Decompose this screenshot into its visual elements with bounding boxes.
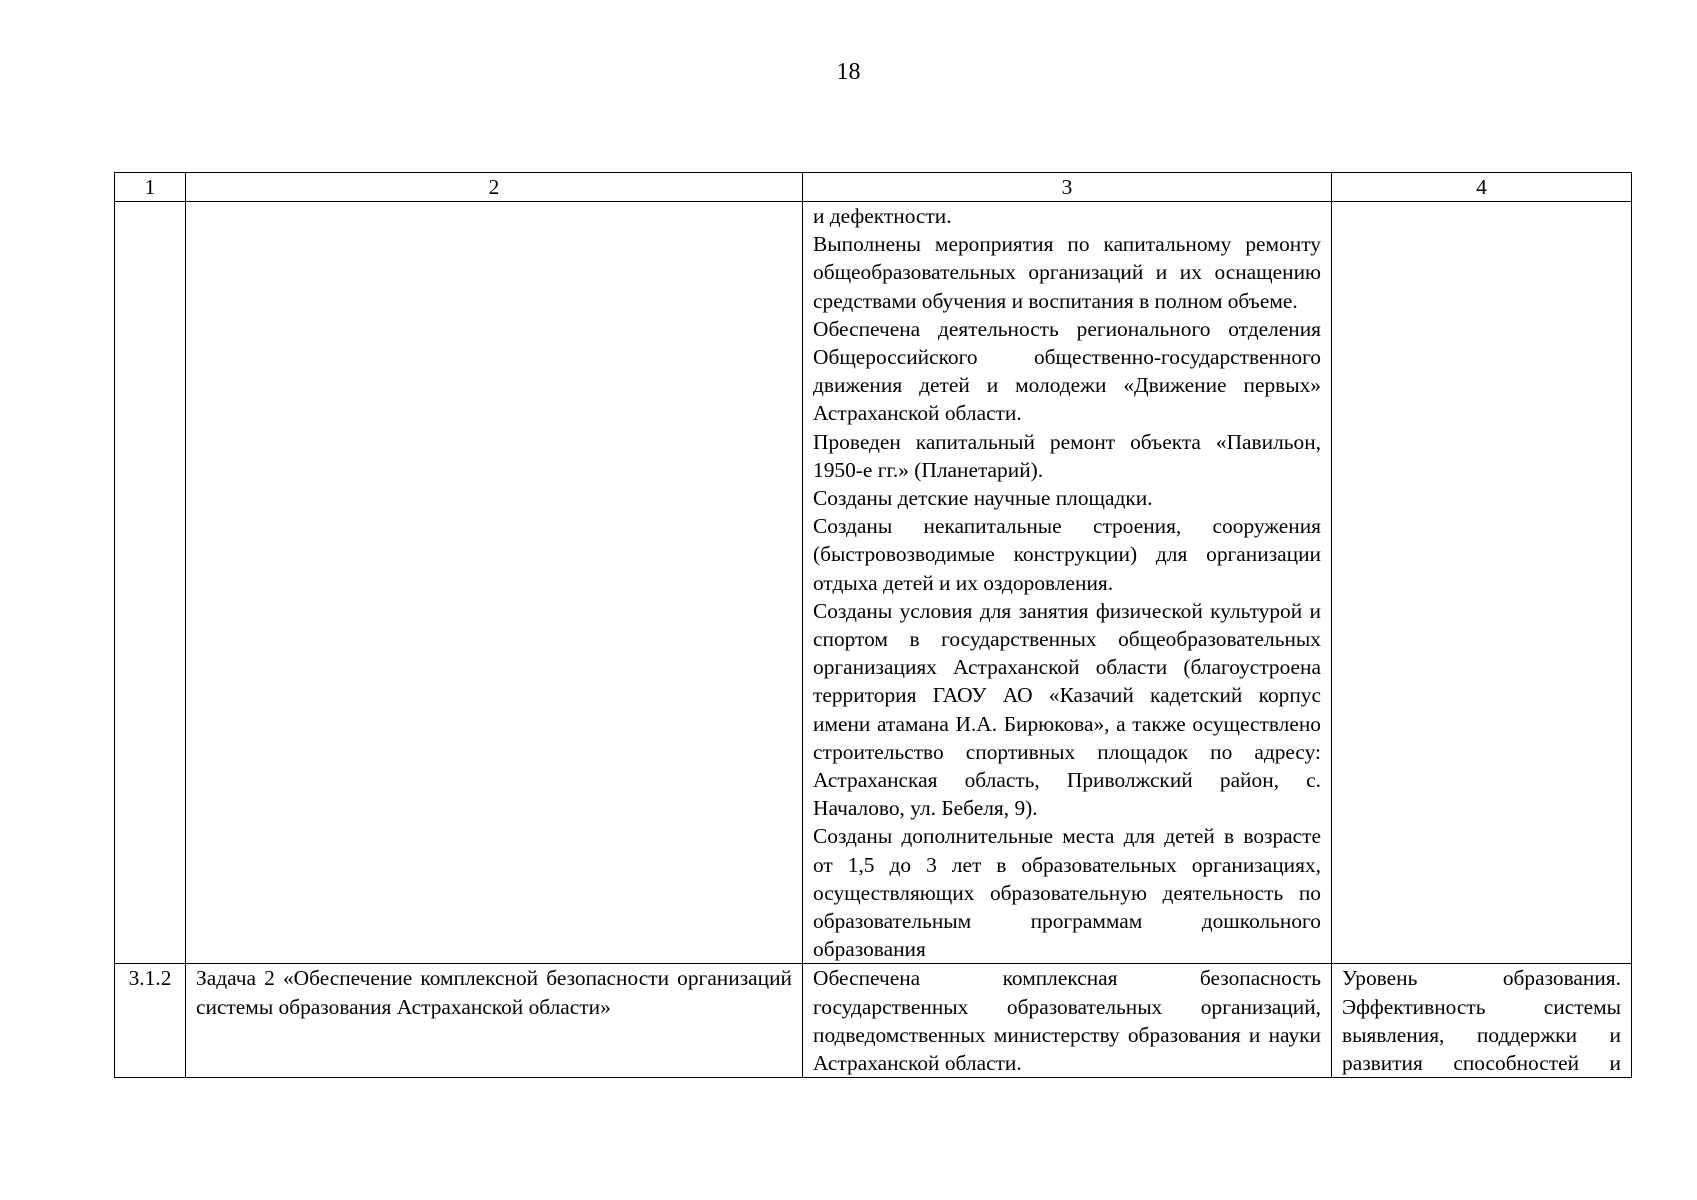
task-text: Задача 2 «Обеспечение комплексной безопасности организаций системы образования Астраханской области» bbox=[196, 966, 792, 1019]
header-col-4: 4 bbox=[1332, 173, 1632, 202]
program-table bbox=[114, 172, 1632, 1078]
result-paragraph: Выполнены мероприятия по капитальному ремонту общеобразовательных организаций и их оснащению средствами обучения и воспитания в полном объеме. bbox=[813, 232, 1321, 313]
header-col-1: 1 bbox=[115, 173, 186, 202]
results-cell bbox=[803, 964, 1332, 1078]
result-paragraph: Обеспечена комплексная безопасность государственных образовательных организаций, подведомственных министерству образования и науки Астраханской области. bbox=[813, 966, 1321, 1076]
result-paragraph: Проведен капитальный ремонт объекта «Павильон, 1950-е гг.» (Планетарий). bbox=[813, 429, 1321, 482]
indicator-cell bbox=[1332, 202, 1632, 964]
row-number-cell: 3.1.2 bbox=[115, 964, 186, 1078]
row-number-cell bbox=[115, 202, 186, 964]
table-header-row bbox=[115, 173, 1632, 202]
header-col-3: 3 bbox=[803, 173, 1332, 202]
result-paragraph: Созданы условия для занятия физической культурой и спортом в государственных общеобразовательных организациях Астраханской области (благоустроена территория ГАОУ АО «Казачий кадетский корпус имени атамана И.А. Бирюкова», а также осуществлено строительство спортивных площадок по адресу: Астраханская область, Приволжский район, с. Началово, ул. Бебеля, 9). bbox=[813, 598, 1321, 821]
page-number: 18 bbox=[836, 59, 861, 85]
result-paragraph: и дефектности. bbox=[813, 204, 952, 228]
result-paragraph: Созданы дополнительные места для детей в возрасте от 1,5 до 3 лет в образовательных организациях, осуществляющих образовательную деятельность по образовательным программам дошкольного образования bbox=[813, 824, 1321, 962]
table-row-task-2 bbox=[115, 964, 1632, 1078]
indicator-text: Уровень образования. Эффективность системы выявления, поддержки и развития способностей и bbox=[1342, 966, 1621, 1076]
task-cell bbox=[186, 202, 803, 964]
result-paragraph: Созданы некапитальные строения, сооружения (быстровозводимые конструкции) для организации отдыха детей и их оздоровления. bbox=[813, 514, 1321, 595]
result-paragraph: Обеспечена деятельность регионального отделения Общероссийского общественно-государственного движения детей и молодежи «Движение первых» Астраханской области. bbox=[813, 316, 1321, 426]
indicator-cell bbox=[1332, 964, 1632, 1078]
result-paragraph: Созданы детские научные площадки. bbox=[813, 486, 1153, 511]
results-cell bbox=[803, 202, 1332, 964]
table-row-continuation bbox=[115, 202, 1632, 964]
header-col-2: 2 bbox=[186, 173, 803, 202]
task-cell bbox=[186, 964, 803, 1078]
